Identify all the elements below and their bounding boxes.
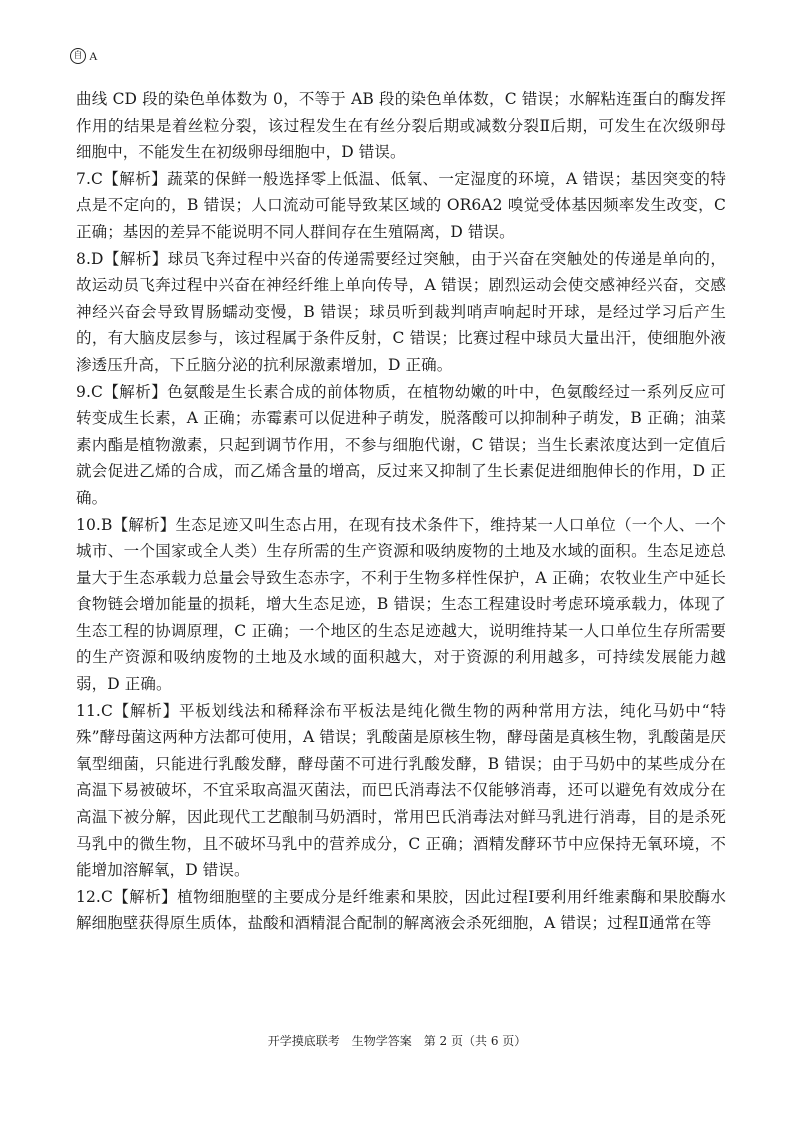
paper-version-letter: A [89,48,98,63]
answer-10: 10.B【解析】生态足迹又叫生态占用，在现有技术条件下，维持某一人口单位（一个人、一个城市、一个国家或全人类）生存所需的生产资源和吸纳废物的土地及水域的面积。生态足迹总量大于生态承载力总量会导致生态赤字，不利于生物多样性保护，A 正确；农牧业生产中延长食物链会增加能量的损耗，增大生态足迹，B 错误；生态工程建设时考虑环境承载力，体现了生态工程的协调原理，C 正确；一个地区的生态足迹越大，说明维持某一人口单位生存所需要的生产资源和吸纳废物的土地及水域的面积越大，对于资源的利用越多，可持续发展能力越弱，D 正确。 [76,515,726,694]
answer-12: 12.C【解析】植物细胞壁的主要成分是纤维素和果胶，因此过程Ⅰ要利用纤维素酶和果胶酶水解细胞壁获得原生质体，盐酸和酒精混合配制的解离液会杀死细胞，A 错误；过程Ⅱ通常在等 [76,887,726,933]
answer-11: 11.C【解析】平板划线法和稀释涂布平板法是纯化微生物的两种常用方法，纯化马奶中“特殊”酵母菌这两种方法都可使用，A 错误；乳酸菌是原核生物，酵母菌是真核生物，乳酸菌是厌氧型细菌，只能进行乳酸发酵，酵母菌不可进行乳酸发酵，B 错误；由于马奶中的某些成分在高温下易被破坏，不宜采取高温灭菌法，而巴氏消毒法不仅能够消毒，还可以避免有效成分在高温下被分解，因此现代工艺酿制马奶酒时，常用巴氏消毒法对鲜马乳进行消毒，目的是杀死马乳中的微生物，且不破坏马乳中的营养成分，C 正确；酒精发酵环节中应保持无氧环境，不能增加溶解氧，D 错误。 [76,701,726,880]
paragraph-continuation: 曲线 CD 段的染色单体数为 0，不等于 AB 段的染色单体数，C 错误；水解粘连蛋白的酶发挥作用的结果是着丝粒分裂，该过程发生在有丝分裂后期或减数分裂Ⅱ后期，可发生在次级卵母细胞中，不能发生在初级卵母细胞中，D 错误。 [76,90,726,162]
corner-mark [70,48,98,64]
answer-9: 9.C【解析】色氨酸是生长素合成的前体物质，在植物幼嫩的叶中，色氨酸经过一系列反应可转变成生长素，A 正确；赤霉素可以促进种子萌发，脱落酸可以抑制种子萌发，B 正确；油菜素内酯是植物激素，只起到调节作用，不参与细胞代谢，C 错误；当生长素浓度达到一定值后就会促进乙烯的合成，而乙烯含量的增高，反过来又抑制了生长素促进细胞伸长的作用，D 正确。 [76,382,726,507]
answer-content [76,86,726,937]
answer-8: 8.D【解析】球员飞奔过程中兴奋的传递需要经过突触，由于兴奋在突触处的传递是单向的，故运动员飞奔过程中兴奋在神经纤维上单向传导，A 错误；剧烈运动会使交感神经兴奋，交感神经兴奋会导致胃肠蠕动变慢，B 错误；球员听到裁判哨声响起时开球，是经过学习后产生的，有大脑皮层参与，该过程属于条件反射，C 错误；比赛过程中球员大量出汗，使细胞外液渗透压升高，下丘脑分泌的抗利尿激素增加，D 正确。 [76,249,726,374]
seal-icon: 自 [70,48,86,64]
page-footer: 开学摸底联考 生物学答案 第 2 页（共 6 页） [267,1034,527,1048]
answer-7: 7.C【解析】蔬菜的保鲜一般选择零上低温、低氧、一定湿度的环境，A 错误；基因突变的特点是不定向的，B 错误；人口流动可能导致某区域的 OR6A2 嗅觉受体基因频率发生改变，C 正确；基因的差异不能说明不同人群间存在生殖隔离，D 错误。 [76,169,726,241]
